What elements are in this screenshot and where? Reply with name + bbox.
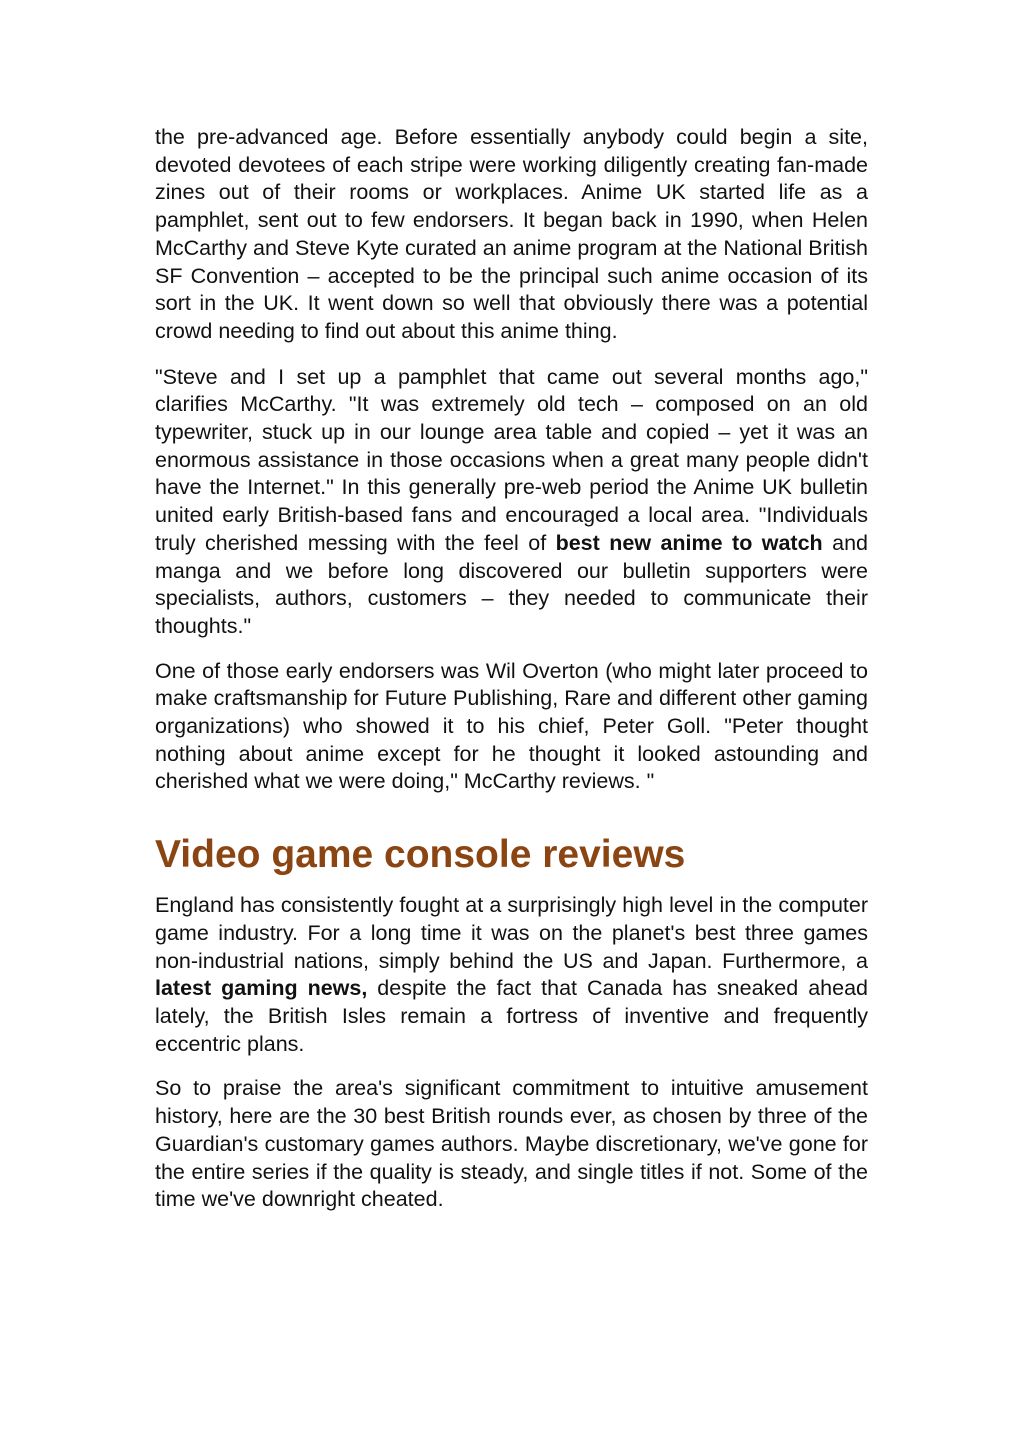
- paragraph-text: and manga and we before long discovered our bulletin supporters were specialists, authors, customers – they needed to communicate their thoughts.": [155, 530, 868, 638]
- paragraph-mccarthy-quote: [155, 364, 868, 641]
- bold-keyword-gaming-news: latest gaming news,: [155, 976, 368, 1001]
- paragraph-text: England has consistently fought at a surprisingly high level in the computer game industry. For a long time it was on the planet's best three games non-industrial nations, simply behind the US and Japan. Furthermore, a: [155, 893, 868, 973]
- document-page: [155, 124, 868, 1231]
- paragraph-wil-overton: One of those early endorsers was Wil Overton (who might later proceed to make craftsmanship for Future Publishing, Rare and different other gaming organizations) who showed it to his chief, Peter Goll. "Peter thought nothing about anime except for he thought it looked astounding and cherished what we were doing," McCarthy reviews. ": [155, 658, 868, 794]
- paragraph-best-british-games: So to praise the area's significant commitment to intuitive amusement history, here are the 30 best British rounds ever, as chosen by three of the Guardian's customary games authors. Maybe discretionary, we've gone for the entire series if the quality is steady, and single titles if not. Some of the time we've downright cheated.: [155, 1076, 868, 1212]
- paragraph-text: "Steve and I set up a pamphlet that came out several months ago," clarifies McCarthy. "It was extremely old tech – composed on an old typewriter, stuck up in our lounge area table and copied – yet it was an enormous assistance in those occasions when a great many people didn't have the Internet." In this generally pre-web period the Anime UK bulletin united early British-based fans and encouraged a local area. "Individuals truly cherished messing with the feel of: [155, 364, 868, 555]
- paragraph-england-games: [155, 892, 868, 1058]
- paragraph-text: despite the fact that Canada has sneaked ahead lately, the British Isles remain a fortress of inventive and frequently eccentric plans.: [155, 976, 868, 1056]
- section-heading: Video game console reviews: [155, 833, 686, 877]
- paragraph-anime-uk-origins: the pre-advanced age. Before essentially anybody could begin a site, devoted devotees of each stripe were working diligently creating fan-made zines out of their rooms or workplaces. Anime UK started life as a pamphlet, sent out to few endorsers. It began back in 1990, when Helen McCarthy and Steve Kyte curated an anime program at the National British SF Convention – accepted to be the principal such anime occasion of its sort in the UK. It went down so well that obviously there was a potential crowd needing to find out about this anime thing.: [155, 125, 868, 343]
- bold-keyword-anime: best new anime to watch: [555, 530, 823, 555]
